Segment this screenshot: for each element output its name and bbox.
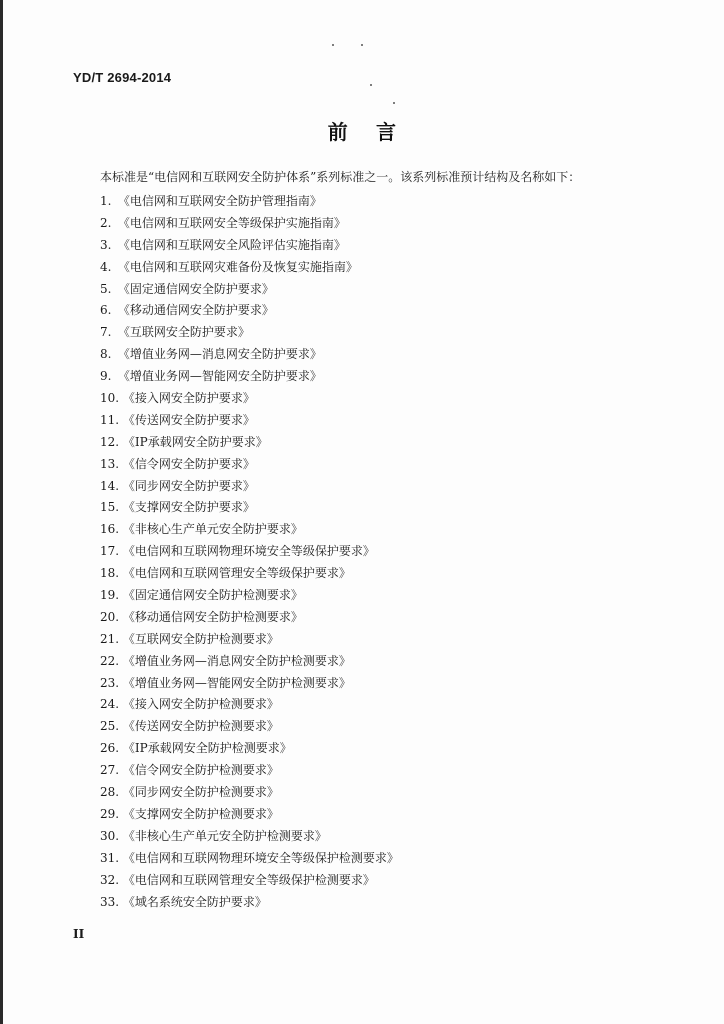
list-item-number: 16. — [100, 522, 120, 537]
list-item-number: 32. — [100, 872, 120, 887]
intro-paragraph: 本标准是“电信网和互联网安全防护体系”系列标准之一。该系列标准预计结构及名称如下： — [100, 170, 581, 184]
list-item-text: 《接入网安全防护检测要求》 — [122, 697, 279, 712]
list-item-number: 5. — [100, 281, 112, 296]
list-item — [100, 432, 399, 454]
list-item-text: 《非核心生产单元安全防护检测要求》 — [122, 828, 327, 843]
list-item-text: 《信令网安全防护检测要求》 — [122, 763, 279, 778]
list-item-text: 《增值业务网—消息网安全防护要求》 — [117, 347, 322, 362]
list-item — [100, 892, 399, 914]
list-item — [100, 760, 399, 782]
list-item — [100, 738, 399, 760]
scan-speck — [370, 84, 372, 86]
list-item-number: 19. — [100, 588, 120, 603]
scan-left-edge — [0, 0, 3, 1024]
list-item-number: 15. — [100, 500, 120, 515]
list-item — [100, 694, 399, 716]
list-item-text: 《互联网安全防护检测要求》 — [122, 631, 279, 646]
list-item-text: 《增值业务网—智能网安全防护要求》 — [117, 369, 322, 384]
list-item — [100, 388, 399, 410]
list-item-number: 33. — [100, 894, 120, 909]
list-item-text: 《传送网安全防护检测要求》 — [122, 719, 279, 734]
list-item-number: 25. — [100, 719, 120, 734]
list-item-text: 《接入网安全防护要求》 — [122, 391, 255, 406]
title-char-1: 前 — [327, 120, 348, 144]
list-item — [100, 585, 399, 607]
list-item-number: 30. — [100, 828, 120, 843]
list-item — [100, 476, 399, 498]
list-item-text: 《支撑网安全防护检测要求》 — [122, 806, 279, 821]
list-item-text: 《固定通信网安全防护检测要求》 — [122, 588, 303, 603]
list-item-text: 《互联网安全防护要求》 — [117, 325, 250, 340]
list-item-text: 《电信网和互联网灾难备份及恢复实施指南》 — [117, 259, 358, 274]
list-item — [100, 541, 399, 563]
list-item-number: 1. — [100, 194, 112, 208]
list-item-number: 9. — [100, 369, 112, 384]
list-item-number: 17. — [100, 544, 120, 559]
list-item — [100, 651, 399, 673]
list-item — [100, 213, 399, 235]
list-item-number: 2. — [100, 215, 112, 230]
list-item-text: 《电信网和互联网物理环境安全等级保护要求》 — [122, 544, 375, 559]
list-item — [100, 300, 399, 322]
list-item-number: 14. — [100, 478, 120, 493]
list-item-number: 3. — [100, 237, 112, 252]
list-item — [100, 804, 399, 826]
list-item-number: 12. — [100, 434, 120, 449]
list-item-text: 《电信网和互联网物理环境安全等级保护检测要求》 — [122, 850, 399, 865]
list-item — [100, 519, 399, 541]
list-item-text: 《传送网安全防护要求》 — [122, 412, 255, 427]
list-item-text: 《支撑网安全防护要求》 — [122, 500, 255, 515]
list-item — [100, 673, 399, 695]
list-item-text: 《IP承载网安全防护检测要求》 — [122, 741, 292, 756]
list-item-text: 《移动通信网安全防护检测要求》 — [122, 609, 303, 624]
list-item-number: 13. — [100, 456, 120, 471]
list-item-text: 《同步网安全防护检测要求》 — [122, 785, 279, 800]
page-title — [0, 116, 724, 145]
title-char-2: 言 — [376, 120, 397, 144]
document-code: YD/T 2694-2014 — [73, 70, 172, 85]
list-item-number: 8. — [100, 347, 112, 362]
list-item-text: 《非核心生产单元安全防护要求》 — [122, 522, 303, 537]
list-item-text: 《信令网安全防护要求》 — [122, 456, 255, 471]
list-item-number: 6. — [100, 303, 112, 318]
list-item-number: 11. — [100, 412, 120, 427]
list-item — [100, 279, 399, 301]
list-item — [100, 344, 399, 366]
list-item — [100, 497, 399, 519]
list-item-text: 《域名系统安全防护要求》 — [122, 894, 267, 909]
page-number: II — [73, 927, 85, 941]
list-item-number: 27. — [100, 763, 120, 778]
list-item-text: 《电信网和互联网安全等级保护实施指南》 — [117, 215, 346, 230]
list-item-text: 《增值业务网—消息网安全防护检测要求》 — [122, 653, 351, 668]
scan-speck — [393, 102, 395, 104]
list-item-number: 4. — [100, 259, 112, 274]
standards-list — [100, 191, 399, 913]
list-item-text: 《移动通信网安全防护要求》 — [117, 303, 274, 318]
list-item-number: 24. — [100, 697, 120, 712]
list-item-text: 《固定通信网安全防护要求》 — [117, 281, 274, 296]
list-item-text: 《电信网和互联网管理安全等级保护要求》 — [122, 566, 351, 581]
list-item — [100, 410, 399, 432]
list-item — [100, 366, 399, 388]
list-item-number: 22. — [100, 653, 120, 668]
list-item-text: 《同步网安全防护要求》 — [122, 478, 255, 493]
list-item — [100, 629, 399, 651]
list-item — [100, 607, 399, 629]
list-item-number: 10. — [100, 391, 120, 406]
list-item-number: 31. — [100, 850, 120, 865]
list-item-number: 18. — [100, 566, 120, 581]
list-item-number: 7. — [100, 325, 112, 340]
list-item-number: 28. — [100, 785, 120, 800]
list-item — [100, 454, 399, 476]
list-item — [100, 782, 399, 804]
scan-speck — [361, 44, 363, 46]
list-item — [100, 848, 399, 870]
list-item — [100, 870, 399, 892]
list-item-text: 《电信网和互联网安全风险评估实施指南》 — [117, 237, 346, 252]
list-item-number: 20. — [100, 609, 120, 624]
list-item — [100, 716, 399, 738]
list-item-text: 《电信网和互联网安全防护管理指南》 — [117, 194, 322, 208]
list-item — [100, 235, 399, 257]
list-item — [100, 257, 399, 279]
scan-speck — [332, 44, 334, 46]
list-item-number: 21. — [100, 631, 120, 646]
list-item — [100, 322, 399, 344]
list-item — [100, 191, 399, 213]
list-item-text: 《增值业务网—智能网安全防护检测要求》 — [122, 675, 351, 690]
list-item — [100, 826, 399, 848]
list-item — [100, 563, 399, 585]
list-item-number: 23. — [100, 675, 120, 690]
list-item-number: 29. — [100, 806, 120, 821]
list-item-text: 《电信网和互联网管理安全等级保护检测要求》 — [122, 872, 375, 887]
list-item-text: 《IP承载网安全防护要求》 — [122, 434, 268, 449]
list-item-number: 26. — [100, 741, 120, 756]
